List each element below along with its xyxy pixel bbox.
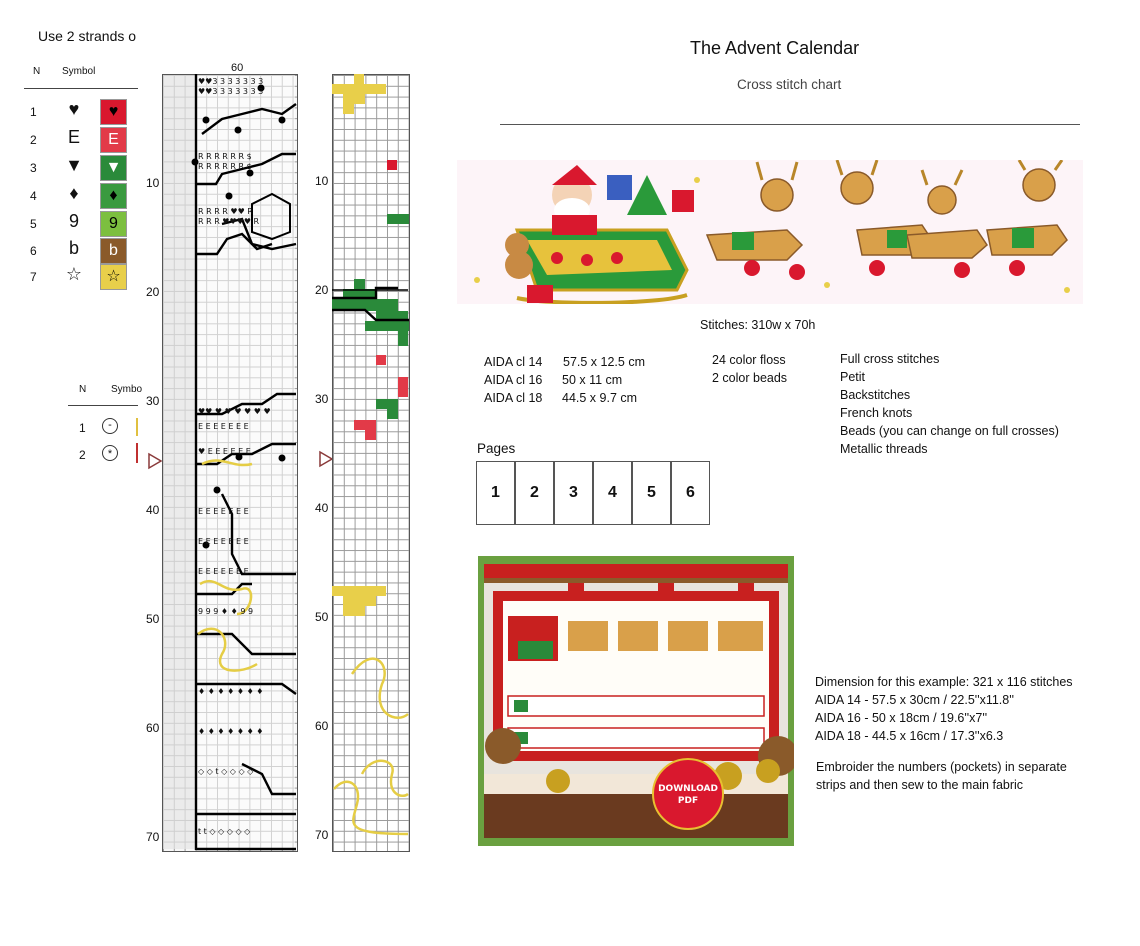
example-note-line2: strips and then sew to the main fabric <box>816 778 1024 792</box>
legend-row-number: 5 <box>30 217 37 231</box>
chart-row-tick-left: 10 <box>146 176 160 190</box>
legend-row-number: 4 <box>30 189 37 203</box>
legend-color-swatch: ☆ <box>100 264 127 290</box>
legend-symbol: ☆ <box>65 264 83 284</box>
svg-text:♥♥ ♥ ♥ ♥ ♥ ♥ ♥: ♥♥ ♥ ♥ ♥ ♥ ♥ ♥ <box>198 407 271 416</box>
svg-text:♦ ♦ ♦ ♦ ♦ ♦ ♦: ♦ ♦ ♦ ♦ ♦ ♦ ♦ <box>198 727 264 736</box>
beads-header-rule <box>68 405 138 406</box>
chart-row-tick-right: 50 <box>315 610 329 624</box>
beads-col-symbol: Symbo <box>111 384 143 395</box>
legend-row <box>24 155 134 181</box>
legend-symbol: b <box>68 238 79 258</box>
example-dimension: Dimension for this example: 321 x 116 stitches <box>815 675 1073 689</box>
legend-color-swatch: b <box>100 238 127 264</box>
legend-symbol: ♦ <box>69 183 79 203</box>
legend-color-swatch: ♥ <box>100 99 127 125</box>
legend-color-swatch: 9 <box>100 211 127 237</box>
legend-row <box>24 211 134 237</box>
legend-row <box>24 183 134 209</box>
example-aida-16: AIDA 16 - 50 x 18cm / 19.6''x7'' <box>815 711 988 725</box>
bead-symbol-1: - <box>102 418 118 434</box>
legend-color-swatch: E <box>100 127 127 153</box>
stitch-type-1: Full cross stitches <box>840 352 940 366</box>
row-marker-arrow-left <box>147 452 163 470</box>
stitch-count: Stitches: 310w x 70h <box>700 318 816 332</box>
bead-color-1 <box>136 418 138 436</box>
svg-text:R R R R R R $: R R R R R R $ <box>198 152 252 161</box>
legend-row-number: 2 <box>30 133 37 147</box>
chart-row-tick-right: 40 <box>315 501 329 515</box>
legend-row-number: 1 <box>30 105 37 119</box>
pages-selector <box>476 461 710 525</box>
beads-row-2-n: 2 <box>79 448 86 462</box>
page-button-2[interactable]: 2 <box>515 461 554 525</box>
svg-text:E E E E E E E: E E E E E E E <box>198 537 249 546</box>
aida-size-1: 57.5 x 12.5 cm <box>563 355 645 369</box>
legend-header-rule <box>24 88 138 89</box>
example-note-line1: Embroider the numbers (pockets) in separate <box>816 760 1067 774</box>
aida-fabric-3: AIDA cl 18 <box>484 391 543 405</box>
svg-text:♦ ♦ ♦ ♦ ♦ ♦ ♦: ♦ ♦ ♦ ♦ ♦ ♦ ♦ <box>198 687 264 696</box>
chart-row-tick-right: 30 <box>315 392 329 406</box>
svg-text:E E E E E E E: E E E E E E E <box>198 567 249 576</box>
stitch-type-3: Backstitches <box>840 388 911 402</box>
legend-row <box>24 238 134 264</box>
example-aida-14: AIDA 14 - 57.5 x 30cm / 22.5''x11.8'' <box>815 693 1015 707</box>
download-badge-line2: PDF <box>677 796 699 806</box>
download-badge-line1: DOWNLOAD <box>658 784 718 794</box>
sleigh-reindeer-illustration <box>457 160 1083 304</box>
page-button-5[interactable]: 5 <box>632 461 671 525</box>
page-button-3[interactable]: 3 <box>554 461 593 525</box>
beads-row-1-n: 1 <box>79 421 86 435</box>
legend-color-swatch: ▼ <box>100 155 127 181</box>
legend-row-number: 3 <box>30 161 37 175</box>
svg-text:◇ ◇ t ◇ ◇ ◇ ◇: ◇ ◇ t ◇ ◇ ◇ ◇ <box>198 767 254 776</box>
example-aida-18: AIDA 18 - 44.5 x 16cm / 17.3''x6.3 <box>815 729 1004 743</box>
legend-color-swatch: ♦ <box>100 183 127 209</box>
aida-size-3: 44.5 x 9.7 cm <box>562 391 638 405</box>
legend-row <box>24 99 134 125</box>
chart-row-tick-left: 60 <box>146 721 160 735</box>
aida-size-2: 50 x 11 cm <box>562 373 623 387</box>
legend-symbol: E <box>67 127 80 147</box>
bead-color-2 <box>136 443 138 463</box>
chart-row-tick-right: 60 <box>315 719 329 733</box>
svg-text:R R R R R R $: R R R R R R $ <box>198 162 252 171</box>
stitch-type-5: Beads (you can change on full crosses) <box>840 424 1059 438</box>
svg-text:9 9 9 ♦ ♦ 9 9: 9 9 9 ♦ ♦ 9 9 <box>198 607 254 616</box>
chart-right-overlay <box>332 74 410 852</box>
advent-calendar-photo <box>478 556 794 846</box>
svg-text:E E E E E E E: E E E E E E E <box>198 422 249 431</box>
svg-text:♥♥3 3 3 3 3 3 3: ♥♥3 3 3 3 3 3 3 <box>198 77 264 86</box>
page-title: The Advent Calendar <box>690 38 860 58</box>
legend-row <box>24 127 134 153</box>
chart-row-tick-right: 10 <box>315 174 329 188</box>
title-divider <box>500 124 1080 125</box>
legend-row-number: 7 <box>30 270 37 284</box>
aida-fabric-2: AIDA cl 16 <box>484 373 543 387</box>
legend-symbol: ▼ <box>65 155 83 175</box>
chart-row-tick-left: 30 <box>146 394 160 408</box>
legend-row <box>24 264 134 290</box>
legend-col-n: N <box>33 66 41 77</box>
page-subtitle: Cross stitch chart <box>737 77 842 92</box>
chart-row-tick-left: 70 <box>146 830 160 844</box>
svg-text:♥ E E E E E E: ♥ E E E E E E <box>198 447 251 456</box>
pages-label: Pages <box>477 441 516 456</box>
svg-text:R R R ♥♥♥♥ R: R R R ♥♥♥♥ R <box>198 217 260 226</box>
legend-row-number: 6 <box>30 244 37 258</box>
svg-text:♥♥3 3 3 3 3 3 3: ♥♥3 3 3 3 3 3 3 <box>198 87 264 96</box>
chart-row-tick-left: 20 <box>146 285 160 299</box>
chart-stitch-overlay <box>162 74 298 852</box>
page-button-6[interactable]: 6 <box>671 461 710 525</box>
stitch-type-2: Petit <box>840 370 866 384</box>
chart-row-tick-right: 20 <box>315 283 329 297</box>
page-button-4[interactable]: 4 <box>593 461 632 525</box>
chart-row-tick-right: 70 <box>315 828 329 842</box>
legend-symbol: ♥ <box>68 99 80 119</box>
instructions-note: Use 2 strands o <box>38 28 137 44</box>
aida-fabric-1: AIDA cl 14 <box>484 355 543 369</box>
svg-text:R R R R ♥♥ R: R R R R ♥♥ R <box>198 207 253 216</box>
chart-row-tick-left: 50 <box>146 612 160 626</box>
page-button-1[interactable]: 1 <box>476 461 515 525</box>
beads-count: 2 color beads <box>712 371 788 385</box>
chart-top-label: 60 <box>231 62 244 74</box>
stitch-type-6: Metallic threads <box>840 442 928 456</box>
legend-col-symbol: Symbol <box>62 66 96 77</box>
svg-text:E E E E E E E: E E E E E E E <box>198 507 249 516</box>
floss-count: 24 color floss <box>712 353 786 367</box>
legend-symbol: 9 <box>68 211 79 231</box>
design-preview-banner <box>457 160 1083 304</box>
beads-col-n: N <box>79 384 87 395</box>
bead-symbol-2: * <box>102 445 118 461</box>
finished-work-photo <box>478 556 794 846</box>
chart-row-tick-left: 40 <box>146 503 160 517</box>
stitch-type-4: French knots <box>840 406 913 420</box>
svg-text:t t ◇ ◇ ◇ ◇ ◇: t t ◇ ◇ ◇ ◇ ◇ <box>198 827 251 836</box>
